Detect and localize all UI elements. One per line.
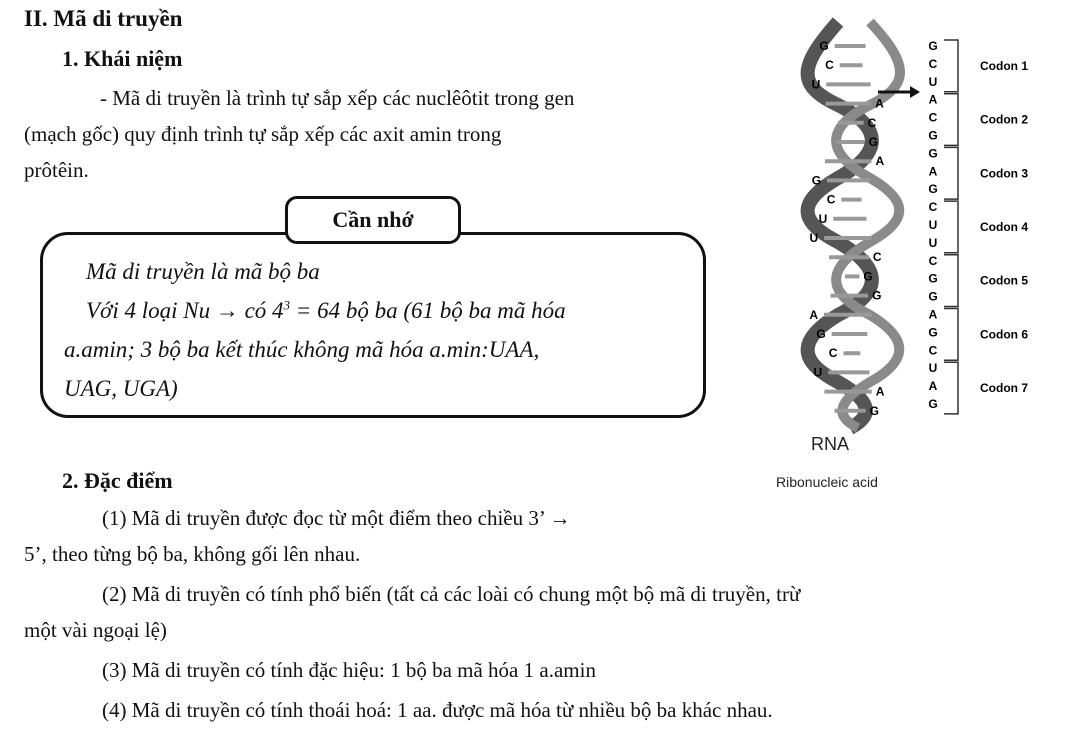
sequence-base: G [928,289,938,304]
helix-base: U [818,211,828,226]
section-title: II. Mã di truyền [24,6,183,31]
remember-line-2-start: Với 4 loại Nu → có 4 [86,298,284,323]
codon-label: Codon 5 [980,273,1028,288]
sequence-base: U [928,218,938,232]
helix-base: G [872,288,882,303]
sequence-base: G [928,146,938,161]
feature-2-line-1: (2) Mã di truyền có tính phổ biến (tất cả các loài có chung một bộ mã di truyền, trừ [102,582,801,606]
codon-label: Codon 7 [980,381,1028,396]
remember-line-2 [64,291,704,330]
codon-bracket [944,362,958,414]
figure-subtitle: Ribonucleic acid [776,474,878,490]
figure-title: RNA [811,434,850,454]
helix-base: A [875,96,884,111]
codon-label: Codon 2 [980,112,1028,127]
sequence-column [928,39,937,411]
helix-base: G [863,269,873,284]
sequence-base: U [928,361,938,376]
feature-1-line-1: (1) Mã di truyền được đọc từ một điểm theo chiều 3’ → [102,506,571,530]
helix-base: G [869,403,880,418]
helix-base: G [868,135,878,149]
rna-figure [760,10,1070,440]
helix-base: C [826,192,836,207]
codon-label: Codon 1 [980,58,1028,73]
remember-content [64,252,704,408]
sequence-base: U [928,74,938,89]
remember-line-1: Mã di truyền là mã bộ ba [86,259,320,284]
sequence-base: G [928,397,938,411]
helix-base: A [809,307,819,322]
sequence-base: C [928,110,938,125]
codon-bracket [944,94,958,146]
helix-base: C [867,115,877,130]
remember-line-3: a.amin; 3 bộ ba kết thúc không mã hóa a.min:UAA, [64,337,540,362]
sequence-base: G [928,271,938,286]
sequence-base: G [928,182,938,197]
concept-line-3: prôtêin. [24,158,89,182]
remember-line-4: UAG, UGA) [64,376,178,401]
sequence-base: U [928,235,938,250]
concept-line-2: (mạch gốc) quy định trình tự sắp xếp các axit amin trong [24,122,502,146]
sequence-base: C [928,343,938,358]
remember-line-2-end: = 64 bộ ba (61 bộ ba mã hóa [290,298,566,323]
codon-bracket [944,309,958,361]
codon-bracket [944,201,958,253]
codon-bracket [944,147,958,199]
sequence-base: G [928,39,938,53]
helix-base: G [819,39,829,53]
concept-paragraph [24,80,740,188]
sequence-base: G [928,128,938,143]
remember-title: Cần nhớ [285,196,461,244]
helix-base: G [811,173,822,188]
helix-base: C [828,346,838,361]
codon-label: Codon 6 [980,327,1028,342]
codon-bracket [944,255,958,307]
codon-label: Codon 4 [980,219,1028,234]
remember-line-2-exponent: 3 [283,297,291,313]
concept-heading: 1. Khái niệm [62,46,183,71]
sequence-base: A [928,164,938,179]
codon-bracket [944,40,958,92]
helix-base: C [872,250,882,265]
sequence-base: A [928,92,938,107]
sequence-base: C [928,200,938,215]
helix-base: U [811,77,821,92]
sequence-base: A [928,379,938,394]
helix-base: U [813,365,823,380]
helix-base: A [875,384,885,399]
sequence-base: C [928,56,938,71]
concept-line-1: - Mã di truyền là trình tự sắp xếp các nuclêôtit trong gen [100,86,575,110]
codon-label: Codon 3 [980,166,1028,181]
codon-brackets [944,40,1028,414]
helix-base: C [825,58,834,73]
sequence-base: C [928,253,938,268]
feature-1-line-2: 5’, theo từng bộ ba, không gối lên nhau. [24,542,361,566]
feature-3: (3) Mã di truyền có tính đặc hiệu: 1 bộ ba mã hóa 1 a.amin [102,658,596,682]
feature-2-line-2: một vài ngoại lệ) [24,618,167,642]
helix-base: G [816,327,826,341]
helix-base: U [809,231,819,245]
helix-base: A [875,154,885,169]
sequence-base: A [928,307,938,322]
feature-4: (4) Mã di truyền có tính thoái hoá: 1 aa. được mã hóa từ nhiều bộ ba khác nhau. [102,698,773,722]
features-heading: 2. Đặc điểm [62,468,173,493]
sequence-base: G [928,325,938,340]
